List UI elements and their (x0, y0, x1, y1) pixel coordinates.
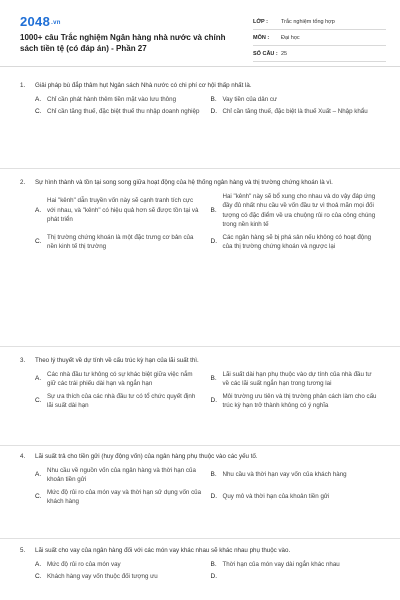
option-text: Quy mô và thời hạn của khoản tiền gửi (222, 493, 330, 501)
meta-key: LỚP : (253, 18, 268, 25)
question-number: 2. (20, 179, 26, 186)
option-text: Mức độ rủi ro của món vay (47, 560, 121, 568)
question-2 (20, 178, 386, 255)
meta-table (253, 14, 386, 62)
option-text: Vay tiền của dân cư (222, 95, 278, 103)
option-text: Nhu cầu và thời hạn vay vốn của khách hàng (222, 471, 347, 479)
option-a[interactable] (35, 560, 211, 570)
page-header (0, 0, 400, 67)
meta-value: Trắc nghiệm tổng hợp (281, 18, 335, 25)
meta-key: MÔN : (253, 34, 270, 41)
option-text: Thị trường chứng khoán là một đặc trưng cơ bản của nền kinh tế thị trường (47, 233, 194, 250)
meta-value: Đại học (281, 34, 300, 41)
meta-key: SỐ CÂU : (253, 50, 278, 57)
option-letter: D. (210, 573, 217, 580)
option-letter: A. (35, 95, 42, 103)
question-3 (20, 356, 386, 414)
option-letter: C. (35, 108, 42, 115)
option-letter: B. (210, 375, 217, 383)
option-a[interactable] (35, 192, 211, 230)
question-text: Sự hình thành và tồn tại song song giữa hoạt động của hệ thống ngân hàng và thị trường chứng khoán là vì. (35, 179, 333, 186)
question-text: Lãi suất cho vay của ngân hàng đối với các món vay khác nhau sẽ khác nhau phụ thuộc vào. (35, 547, 291, 554)
meta-value: 25 (281, 50, 288, 57)
option-b[interactable] (211, 192, 387, 230)
question-number: 4. (20, 453, 26, 460)
option-text: Các ngân hàng sẽ bị phá sản nếu không có hoạt động của thị trường chứng khoán và ngược lại (222, 233, 372, 250)
option-letter: B. (210, 471, 217, 479)
option-c[interactable] (35, 572, 211, 582)
question-text: Theo lý thuyết về dự tính về cấu trúc kỳ hạn của lãi suất thì. (35, 357, 199, 364)
option-letter: C. (35, 493, 42, 501)
logo-tld: .vn (51, 19, 61, 26)
meta-row-count (253, 46, 386, 62)
option-letter: A. (35, 560, 42, 568)
option-letter: A. (35, 375, 42, 383)
option-text: Mức độ rủi ro của món vay và thời hạn sử dụng vốn của khách hàng (47, 488, 202, 505)
option-text: Hai "kênh" dẫn truyền vốn này sẽ cạnh tranh tích cực với nhau, và "kênh" có hiệu quả hơn sẽ được tồn tại và phát triển (47, 197, 199, 224)
option-text: Thời hạn của món vay dài ngắn khác nhau (222, 560, 340, 568)
divider (0, 168, 400, 169)
option-letter: C. (35, 397, 42, 405)
option-d[interactable] (211, 107, 387, 117)
question-number: 1. (20, 82, 26, 89)
option-d[interactable] (211, 488, 387, 507)
option-text: Chỉ cần tăng thuế, đặc biệt là thuế Xuất – Nhập khẩu (222, 108, 368, 115)
option-c[interactable] (35, 107, 211, 117)
option-d[interactable] (211, 233, 387, 252)
option-b[interactable] (211, 95, 387, 105)
logo-main: 2048 (20, 14, 51, 29)
option-text: Hai "kênh" này sẽ bổ xung cho nhau và do vậy đáp ứng đầy đủ nhất nhu cầu về vốn đầu tư vì thoả mãn mọi đối tượng có đặc điểm về ưa chuộng rủi ro của công chúng trong nền kinh tế (222, 192, 376, 228)
option-letter: B. (210, 95, 217, 103)
option-text: Lãi suất dài hạn phụ thuộc vào dự tính của nhà đầu tư về các lãi suất ngắn hạn trong tương lai (222, 370, 372, 387)
answer-options (20, 370, 386, 414)
question-number: 5. (20, 547, 26, 554)
question-4 (20, 452, 386, 510)
option-text: Môi trường ưu tiên và thị trường phân cách làm cho cấu trúc kỳ hạn trở thành không có ý nghĩa (222, 392, 377, 409)
question-number: 3. (20, 357, 26, 364)
document-title: 1000+ câu Trắc nghiệm Ngân hàng nhà nước và chính sách tiền tệ (có đáp án) - Phần 27 (20, 33, 226, 53)
option-letter: D. (210, 493, 217, 501)
option-b[interactable] (211, 560, 387, 570)
option-text: Chỉ cần tăng thuế, đặc biệt thuế thu nhập doanh nghiệp (47, 108, 200, 115)
option-text: Nhu cầu về nguồn vốn của ngân hàng và thời hạn của khoản tiền gửi (47, 466, 196, 483)
option-a[interactable] (35, 466, 211, 485)
option-letter: D. (210, 238, 217, 246)
question-text: Giải pháp bù đắp thâm hụt Ngân sách Nhà nước có chi phí cơ hội thấp nhất là. (35, 82, 252, 89)
question-1 (20, 81, 386, 120)
option-d[interactable] (211, 572, 387, 582)
question-5 (20, 546, 386, 585)
option-c[interactable] (35, 392, 211, 411)
option-c[interactable] (35, 233, 211, 252)
option-text: Khách hàng vay vốn thuộc đối tượng ưu (47, 573, 158, 580)
option-letter: C. (35, 238, 42, 246)
option-letter: B. (210, 560, 217, 568)
option-text: Chỉ cần phát hành thêm tiền mặt vào lưu thông (47, 95, 177, 103)
option-letter: D. (210, 108, 217, 115)
option-letter: A. (35, 471, 42, 479)
site-logo[interactable] (20, 14, 61, 29)
option-b[interactable] (211, 370, 387, 389)
question-text: Lãi suất trả cho tiền gửi (huy động vốn) của ngân hàng phụ thuộc vào các yếu tố. (35, 453, 258, 460)
option-letter: B. (210, 206, 217, 214)
option-a[interactable] (35, 370, 211, 389)
divider (0, 445, 400, 446)
option-letter: D. (210, 397, 217, 405)
option-a[interactable] (35, 95, 211, 105)
option-letter: A. (35, 206, 42, 214)
option-letter: C. (35, 573, 42, 580)
answer-options (20, 192, 386, 255)
divider (0, 346, 400, 347)
answer-options (20, 560, 386, 585)
option-text: Các nhà đầu tư không có sự khác biệt giữa việc nắm giữ các trái phiếu dài hạn và ngắn hạn (47, 370, 193, 387)
option-c[interactable] (35, 488, 211, 507)
answer-options (20, 466, 386, 510)
meta-row-class (253, 14, 386, 30)
option-d[interactable] (211, 392, 387, 411)
meta-row-subject (253, 30, 386, 46)
divider (0, 538, 400, 539)
option-b[interactable] (211, 466, 387, 485)
answer-options (20, 95, 386, 120)
option-text: Sự ưa thích của các nhà đầu tư có tổ chức quyết định lãi suất dài hạn (47, 392, 196, 409)
